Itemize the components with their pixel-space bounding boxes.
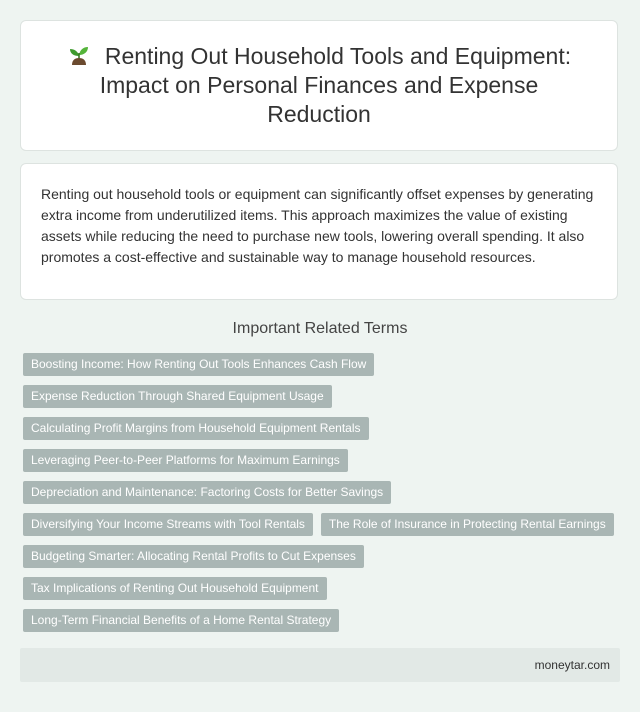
page-title-text: Renting Out Household Tools and Equipment: Impact on Personal Finances and Expense Reduction [99, 43, 572, 127]
related-terms-heading: Important Related Terms [232, 320, 408, 337]
related-term-tag[interactable]: The Role of Insurance in Protecting Rental Earnings [321, 513, 614, 536]
seedling-icon [67, 43, 91, 67]
related-term-tag[interactable]: Diversifying Your Income Streams with Tool Rentals [23, 513, 313, 536]
related-term-tag[interactable]: Budgeting Smarter: Allocating Rental Profits to Cut Expenses [23, 545, 364, 568]
footer-site-link[interactable]: moneytar.com [534, 658, 610, 672]
related-term-tag[interactable]: Expense Reduction Through Shared Equipment Usage [23, 385, 332, 408]
related-term-tag[interactable]: Boosting Income: How Renting Out Tools Enhances Cash Flow [23, 353, 374, 376]
summary-text: Renting out household tools or equipment can significantly offset expenses by generating extra income from underutilized items. This approach maximizes the value of existing assets while reducing the need to purchase new tools, lowering overall spending. It also promotes a cost-effective and sustainable way to manage household resources. [41, 186, 594, 265]
related-term-tag[interactable]: Calculating Profit Margins from Household Equipment Rentals [23, 417, 369, 440]
related-term-tag[interactable]: Long-Term Financial Benefits of a Home Rental Strategy [23, 609, 339, 632]
related-term-tag[interactable]: Tax Implications of Renting Out Household Equipment [23, 577, 327, 600]
related-term-tag[interactable]: Leveraging Peer-to-Peer Platforms for Maximum Earnings [23, 449, 348, 472]
related-terms-list [23, 353, 617, 632]
related-term-tag[interactable]: Depreciation and Maintenance: Factoring Costs for Better Savings [23, 481, 391, 504]
page-title [45, 42, 593, 129]
footer [20, 648, 620, 682]
summary-card [20, 163, 618, 300]
title-card [20, 20, 618, 151]
